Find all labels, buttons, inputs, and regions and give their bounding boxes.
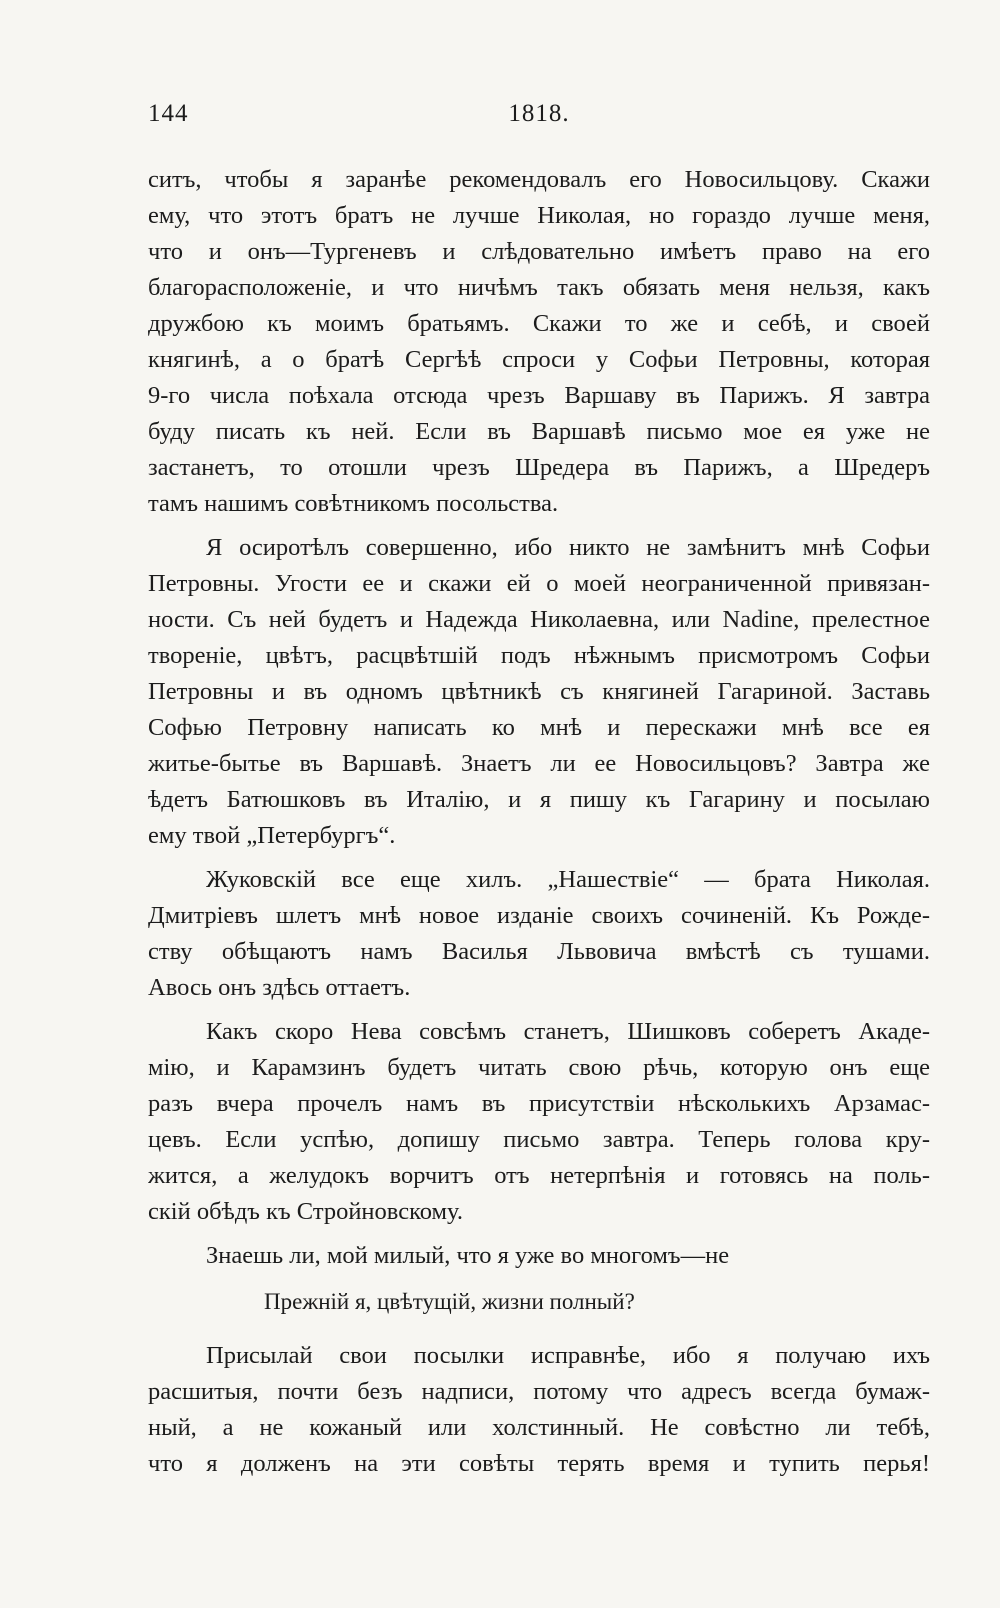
text-line: ему твой „Петербургъ“. [148, 822, 396, 849]
text-line: цевъ. Если успѣю, допишу письмо завтра. Теперь голова кру- [148, 1126, 930, 1153]
text-line: ный, а не кожаный или холстинный. Не совѣстно ли тебѣ, [148, 1414, 930, 1441]
verse-quote: Прежній я, цвѣтущій, жизни полный? [264, 1289, 635, 1314]
text-line: житье-бытье въ Варшавѣ. Знаетъ ли ее Новосильцовъ? Завтра же [148, 750, 930, 777]
paragraph [148, 1338, 930, 1482]
paragraph [148, 162, 930, 522]
text-line: ѣдетъ Батюшковъ въ Италію, и я пишу къ Гагарину и посылаю [148, 786, 930, 813]
text-line: благорасположеніе, и что ничѣмъ такъ обязать меня нельзя, какъ [148, 274, 930, 301]
text-line: Софью Петровну написать ко мнѣ и перескажи мнѣ все ея [148, 714, 930, 741]
text-line: княгинѣ, а о братѣ Сергѣѣ спроси у Софьи Петровны, которая [148, 346, 930, 373]
text-line: ству обѣщаютъ намъ Василья Львовича вмѣстѣ съ тушами. [148, 938, 930, 965]
body-text [148, 162, 930, 1482]
page-header [148, 100, 930, 140]
text-line: Знаешь ли, мой милый, что я уже во многомъ—не [206, 1242, 730, 1269]
text-line: Петровны. Угости ее и скажи ей о моей неограниченной привязан- [148, 570, 930, 597]
text-line: Авось онъ здѣсь оттаетъ. [148, 974, 411, 1001]
text-line: Присылай свои посылки исправнѣе, ибо я получаю ихъ [206, 1342, 930, 1369]
text-line: тамъ нашимъ совѣтникомъ посольства. [148, 490, 559, 517]
text-line: разъ вчера прочелъ намъ въ присутствіи нѣсколькихъ Арзамас- [148, 1090, 930, 1117]
text-line: что и онъ—Тургеневъ и слѣдовательно имѣетъ право на его [148, 238, 930, 265]
text-line: мію, и Карамзинъ будетъ читать свою рѣчь, которую онъ еще [148, 1054, 930, 1081]
text-line: ему, что этотъ братъ не лучше Николая, но гораздо лучше меня, [148, 202, 930, 229]
text-line: 9-го числа поѣхала отсюда чрезъ Варшаву въ Парижъ. Я завтра [148, 382, 930, 409]
text-line: дружбою къ моимъ братьямъ. Скажи то же и себѣ, и своей [148, 310, 930, 337]
text-line: расшитыя, почти безъ надписи, потому что адресъ всегда бумаж- [148, 1378, 930, 1405]
text-line: скій обѣдъ къ Стройновскому. [148, 1198, 463, 1225]
page-number: 144 [148, 100, 189, 127]
text-line: Жуковскій все еще хилъ. „Нашествіе“ — брата Николая. [206, 866, 930, 893]
paragraph [148, 1238, 930, 1274]
text-line: ситъ, чтобы я заранѣе рекомендовалъ его Новосильцову. Скажи [148, 166, 930, 193]
paragraph [148, 1014, 930, 1230]
text-line: твореніе, цвѣтъ, расцвѣтшій подъ нѣжнымъ присмотромъ Софьи [148, 642, 930, 669]
text-line: Дмитріевъ шлетъ мнѣ новое изданіе своихъ сочиненій. Къ Рожде- [148, 902, 930, 929]
text-line: жится, а желудокъ ворчитъ отъ нетерпѣнія и готовясь на поль- [148, 1162, 930, 1189]
text-line: ности. Съ ней будетъ и Надежда Николаевна, или Nadine, прелестное [148, 606, 930, 633]
text-line: Какъ скоро Нева совсѣмъ станетъ, Шишковъ соберетъ Акаде- [206, 1018, 930, 1045]
text-line: буду писать къ ней. Если въ Варшавѣ письмо мое ея уже не [148, 418, 930, 445]
paragraph [148, 862, 930, 1006]
text-line: застанетъ, то отошли чрезъ Шредера въ Парижъ, а Шредеръ [148, 454, 930, 481]
text-line: что я долженъ на эти совѣты терять время и тупить перья! [148, 1450, 930, 1477]
header-year: 1818. [508, 100, 570, 127]
text-line: Я осиротѣлъ совершенно, ибо никто не замѣнитъ мнѣ Софьи [206, 534, 930, 561]
text-line: Петровны и въ одномъ цвѣтникѣ съ княгиней Гагариной. Заставь [148, 678, 930, 705]
paragraph [148, 530, 930, 854]
